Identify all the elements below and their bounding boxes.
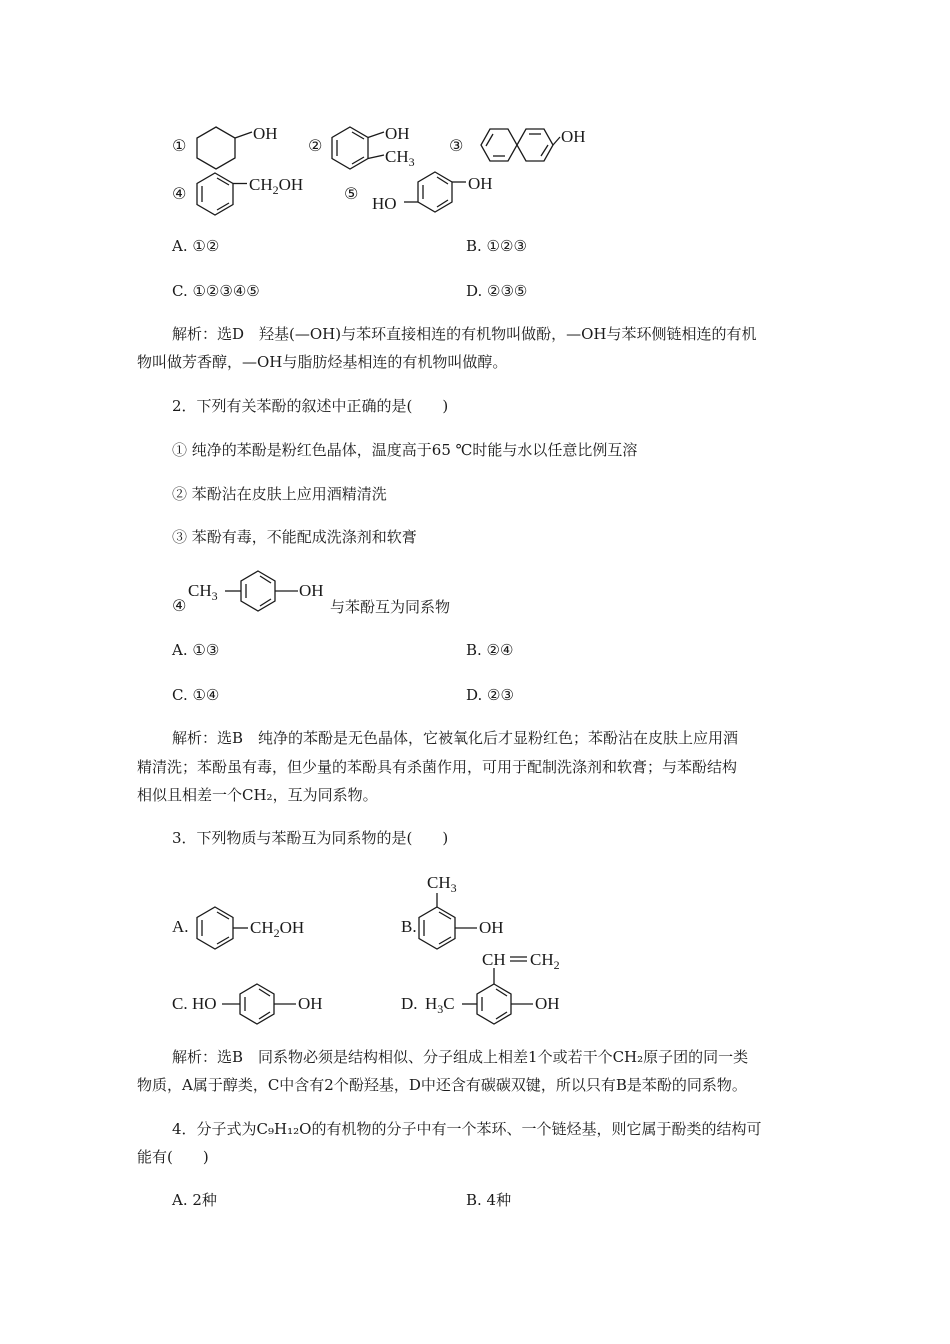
q2-item-4-number: ④ [172, 596, 187, 615]
q3-stem: 3．下列物质与苯酚互为同系物的是( ) [172, 829, 449, 847]
q3-option-d-h3c: $H_3C$ [425, 994, 455, 1016]
q3-option-d-ch2: $CH_2$ [530, 950, 560, 972]
q2-analysis-line-3: 相似且相差一个CH₂，互为同系物。 [137, 786, 378, 804]
q2-item-4-ch3: $CH_3$ [188, 581, 218, 603]
q1-struct-3-number: ③ [449, 136, 464, 155]
q2-analysis-line-1: 解析：选B 纯净的苯酚是无色晶体，它被氧化后才显粉红色；苯酚沾在皮肤上应用酒 [172, 729, 739, 747]
cyclohexane-ring [197, 127, 235, 169]
q1-option-d: D. ②③⑤ [466, 282, 528, 300]
q2-item-4-oh: OH [299, 581, 324, 600]
q1-struct-5-number: ⑤ [344, 184, 359, 203]
q3-option-b-oh: OH [479, 918, 504, 937]
q3-options-structures [0, 860, 950, 1040]
q2-item-1: ① 纯净的苯酚是粉红色晶体，温度高于65 ℃时能与水以任意比例互溶 [172, 441, 638, 459]
q3-option-a-letter: A. [172, 917, 189, 936]
q3-option-c-letter: C. [172, 994, 188, 1013]
q1-analysis-line-2: 物叫做芳香醇，—OH与脂肪烃基相连的有机物叫做醇。 [137, 353, 508, 371]
q1-option-b: B. ①②③ [466, 237, 527, 255]
q3-option-c-oh: OH [298, 994, 323, 1013]
q1-struct-2-ch3: $CH_3$ [385, 147, 415, 169]
q1-structures [0, 0, 950, 230]
q2-analysis-line-2: 精清洗；苯酚虽有毒，但少量的苯酚具有杀菌作用，可用于配制洗涤剂和软膏；与苯酚结构 [137, 758, 738, 776]
q2-option-b: B. ②④ [466, 641, 514, 659]
q1-struct-4-ch2oh: $CH_2OH$ [249, 175, 304, 197]
q2-option-a: A. ①③ [172, 641, 220, 659]
q2-stem: 2．下列有关苯酚的叙述中正确的是( ) [172, 397, 449, 415]
q1-struct-2-number: ② [308, 136, 323, 155]
q3-option-b-ch3: $CH_3$ [427, 873, 457, 895]
q1-option-c: C. ①②③④⑤ [172, 282, 260, 300]
q2-item-2: ② 苯酚沾在皮肤上应用酒精清洗 [172, 485, 387, 503]
q4-stem-line-1: 4．分子式为C₉H₁₂O的有机物的分子中有一个苯环、一个链烃基，则它属于酚类的结构可 [172, 1120, 762, 1138]
q3-option-d-vinyl: CH [482, 950, 506, 969]
q1-struct-3-oh: OH [561, 127, 586, 146]
q3-option-b-letter: B. [401, 917, 417, 936]
q1-analysis-line-1: 解析：选D 羟基(—OH)与苯环直接相连的有机物叫做酚，—OH与苯环侧链相连的有机 [172, 325, 757, 343]
q3-analysis-line-2: 物质，A属于醇类，C中含有2个酚羟基，D中还含有碳碳双键，所以只有B是苯酚的同系物。 [137, 1076, 747, 1094]
q3-option-d-letter: D. [401, 994, 418, 1013]
q3-analysis-line-1: 解析：选B 同系物必须是结构相似、分子组成上相差1个或若干个CH₂原子团的同一类 [172, 1048, 749, 1066]
q1-struct-5-oh: OH [468, 174, 493, 193]
q1-option-a: A. ①② [172, 237, 220, 255]
q3-option-c-ho: HO [192, 994, 217, 1013]
q4-option-a: A. 2种 [172, 1191, 217, 1209]
q4-stem-line-2: 能有( ) [137, 1148, 209, 1166]
q1-struct-2-oh: OH [385, 124, 410, 143]
q2-item-4-text: 与苯酚互为同系物 [330, 598, 451, 616]
q2-option-c: C. ①④ [172, 686, 220, 704]
q2-option-d: D. ②③ [466, 686, 514, 704]
q1-struct-5-ho: HO [372, 194, 397, 213]
q3-option-a-ch2oh: $CH_2OH$ [250, 918, 305, 940]
q3-option-d-oh: OH [535, 994, 560, 1013]
q1-struct-4-number: ④ [172, 184, 187, 203]
q1-struct-1-number: ① [172, 136, 187, 155]
q4-option-b: B. 4种 [466, 1191, 512, 1209]
q1-struct-1-oh: OH [253, 124, 278, 143]
q2-item-3: ③ 苯酚有毒，不能配成洗涤剂和软膏 [172, 528, 417, 546]
q2-item-4-structure [0, 560, 950, 640]
